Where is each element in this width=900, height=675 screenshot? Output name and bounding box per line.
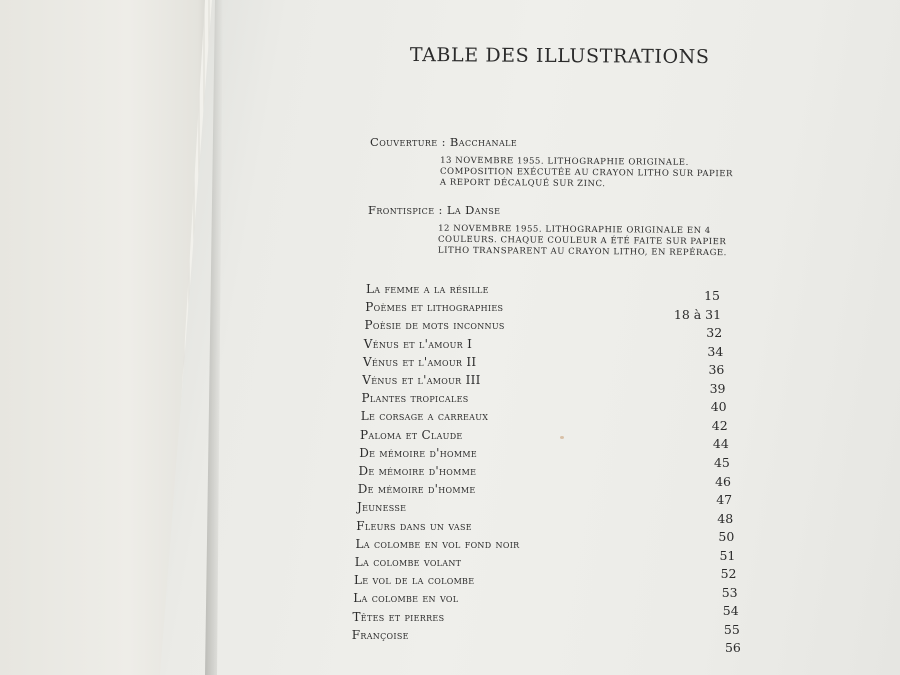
page-number: 39	[709, 380, 726, 396]
illustration-title: Têtes et pierres	[352, 609, 445, 624]
page-number: 48	[717, 510, 734, 526]
page-number: 36	[708, 362, 725, 378]
illustration-title: La femme a la résille	[366, 282, 489, 296]
page-number: 50	[718, 529, 735, 545]
cover-label: Couverture : Bacchanale	[370, 135, 518, 149]
frontispiece-note: 12 NOVEMBRE 1955. LITHOGRAPHIE ORIGINALE EN 4 COULEURS. CHAQUE COULEUR A ÉTÉ FAITE SUR PAPIER LITHO TRANSPARENT AU CRAYON LITHO, EN REPÉRAGE.	[437, 223, 728, 259]
frontispiece-label: Frontispice : La Danse	[368, 203, 501, 217]
illustration-title: Jeunesse	[357, 500, 407, 515]
paper-stain	[560, 436, 564, 439]
page-number: 54	[722, 603, 739, 619]
illustration-title: De mémoire d'homme	[357, 482, 476, 497]
illustration-title: De mémoire d'homme	[358, 464, 477, 478]
illustration-title: La colombe volant	[354, 555, 462, 569]
illustration-title: La colombe en vol fond noir	[355, 536, 520, 551]
page-number: 40	[710, 399, 727, 415]
page-title: TABLE DES ILLUSTRATIONS	[409, 44, 710, 69]
cover-note: 13 NOVEMBRE 1955. LITHOGRAPHIE ORIGINALE. COMPOSITION EXÉCUTÉE AU CRAYON LITHO SUR PAPIER A REPORT DÉCALQUÉ SUR ZINC.	[439, 155, 734, 190]
illustration-title: Fleurs dans un vase	[356, 518, 472, 533]
illustration-title: La colombe en vol	[353, 591, 459, 606]
illustration-title: Poèmes et lithographies	[365, 300, 504, 315]
page-number: 15	[704, 288, 720, 303]
page-number: 42	[711, 417, 728, 433]
page-number: 56	[724, 640, 741, 656]
page-number: 55	[723, 621, 740, 637]
page-number: 53	[721, 584, 738, 600]
illustration-title: Françoise	[351, 627, 409, 642]
illustration-title: Plantes tropicales	[361, 391, 469, 406]
illustration-title: De mémoire d'homme	[359, 445, 478, 460]
right-page	[160, 0, 900, 675]
page-number: 46	[715, 473, 731, 489]
illustration-title: Le vol de la colombe	[354, 573, 475, 588]
illustration-title: Vénus et l'amour I	[363, 336, 473, 351]
illustration-title: Le corsage a carreaux	[360, 409, 489, 424]
page-number: 32	[706, 325, 723, 341]
page-number: 52	[720, 566, 737, 582]
illustration-title: Paloma et Claude	[360, 427, 463, 442]
page-number: 44	[712, 436, 729, 452]
page-number: 47	[716, 492, 733, 508]
illustration-title: Poèsie de mots inconnus	[364, 318, 505, 333]
illustration-title: Vénus et l'amour III	[362, 373, 481, 387]
page-number: 34	[707, 343, 724, 359]
illustration-title: Vénus et l'amour II	[363, 354, 477, 369]
page-number: 18 à 31	[673, 306, 722, 322]
page-number: 45	[713, 454, 730, 470]
page-number: 51	[719, 547, 736, 563]
